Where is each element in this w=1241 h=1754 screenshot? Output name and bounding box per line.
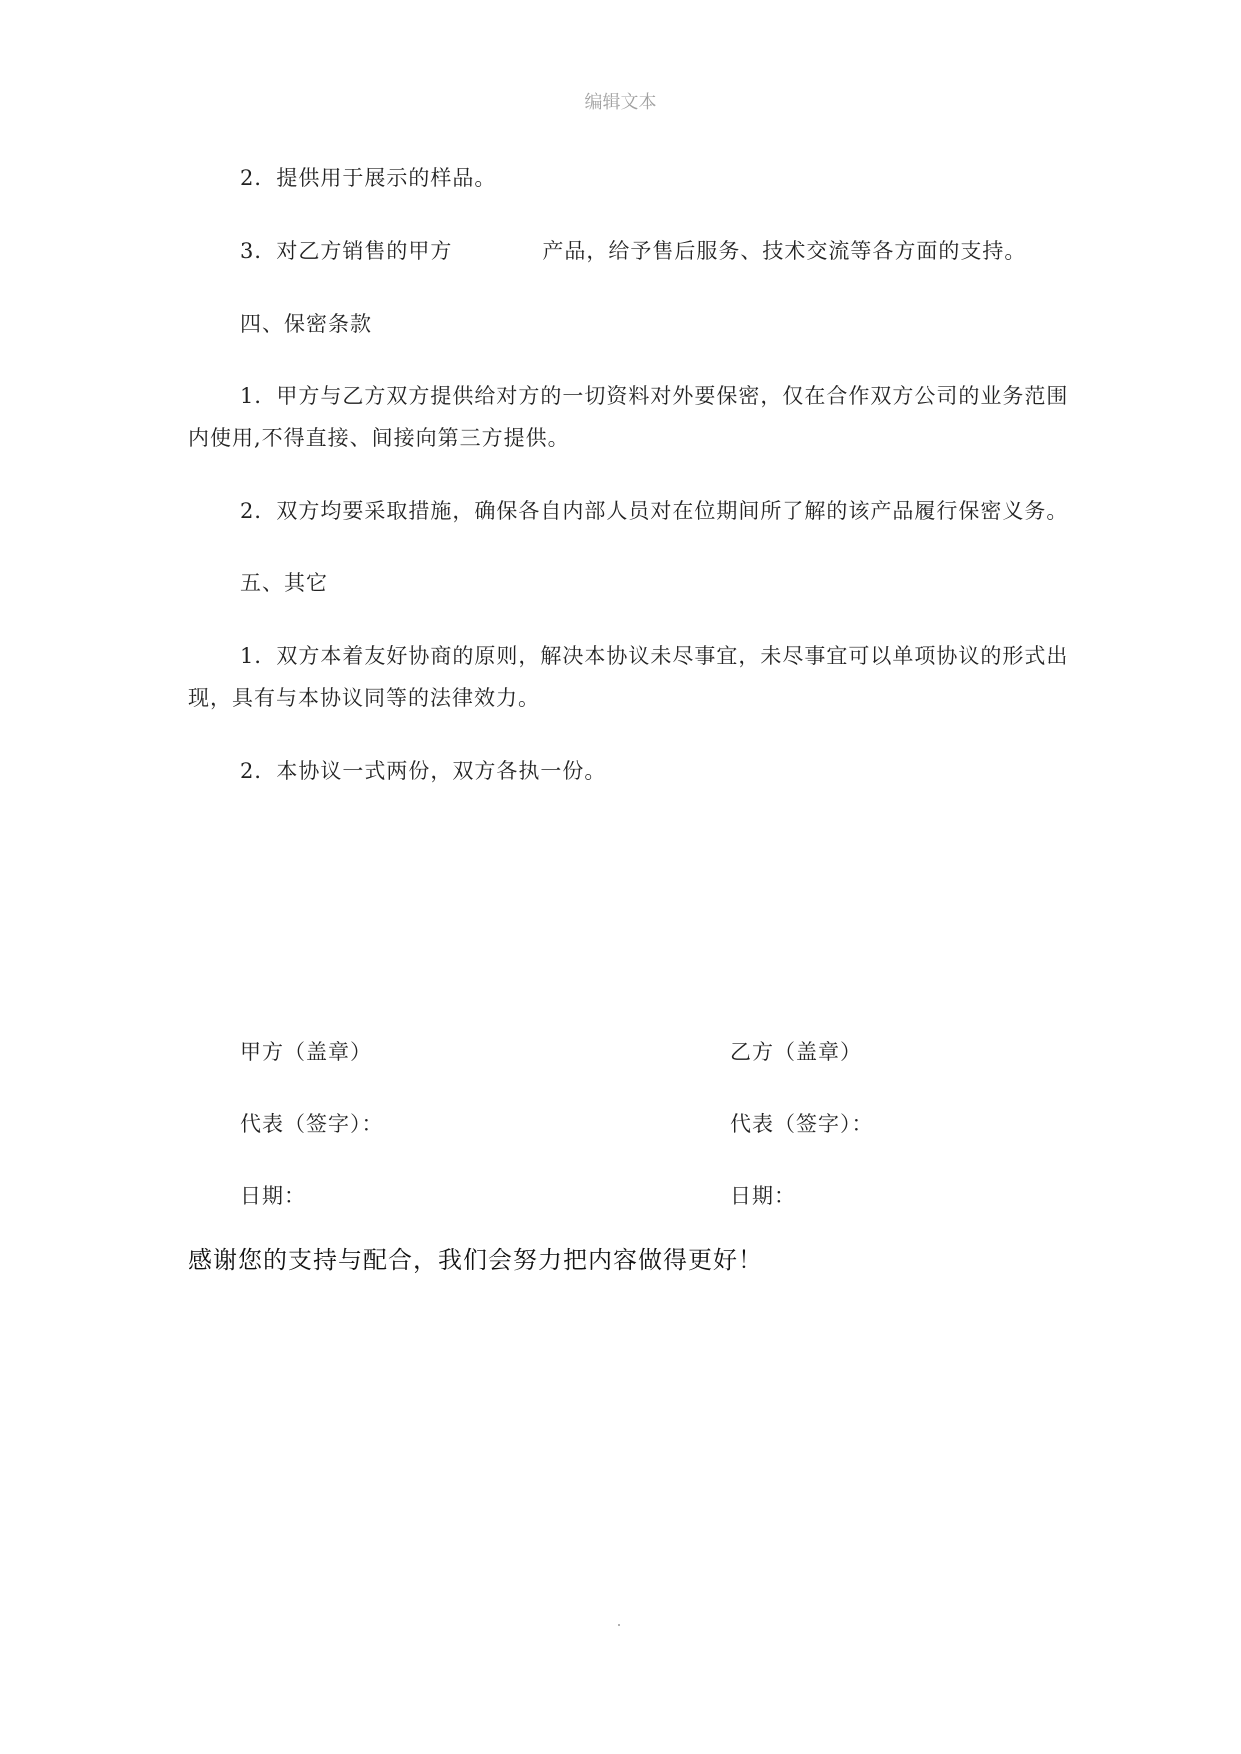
clause-5-item-1-line-2: 现，具有与本协议同等的法律效力。 bbox=[188, 686, 540, 710]
clause-3-item-3 bbox=[240, 235, 1026, 265]
clause-5-item-2: 2．本协议一式两份，双方各执一份。 bbox=[240, 759, 607, 783]
party-b-representative: 代表（签字）： bbox=[730, 1112, 874, 1136]
closing-message: 感谢您的支持与配合，我们会努力把内容做得更好！ bbox=[188, 1246, 763, 1274]
party-a-date: 日期： bbox=[240, 1184, 306, 1208]
section-4-heading: 四、保密条款 bbox=[240, 312, 372, 336]
clause-4-item-1-line-1: 1．甲方与乙方双方提供给对方的一切资料对外要保密，仅在合作双方公司的业务范围 bbox=[240, 384, 1069, 408]
clause-3-item-3-part-1: 3．对乙方销售的甲方 bbox=[240, 239, 453, 263]
party-a-representative: 代表（签字）： bbox=[240, 1112, 384, 1136]
party-b-date: 日期： bbox=[730, 1184, 796, 1208]
clause-3-item-2: 2．提供用于展示的样品。 bbox=[240, 166, 497, 190]
clause-3-item-3-part-2: 产品，给予售后服务、技术交流等各方面的支持。 bbox=[542, 239, 1027, 263]
party-b-seal: 乙方（盖章） bbox=[730, 1040, 862, 1064]
page-header: 编辑文本 bbox=[584, 92, 657, 113]
footer-mark bbox=[618, 1624, 620, 1626]
party-a-seal: 甲方（盖章） bbox=[240, 1040, 372, 1064]
clause-4-item-2: 2．双方均要采取措施，确保各自内部人员对在位期间所了解的该产品履行保密义务。 bbox=[240, 499, 1069, 523]
clause-4-item-1-line-2: 内使用,不得直接、间接向第三方提供。 bbox=[188, 426, 570, 450]
clause-5-item-1-line-1: 1．双方本着友好协商的原则，解决本协议未尽事宜，未尽事宜可以单项协议的形式出 bbox=[240, 644, 1069, 668]
section-5-heading: 五、其它 bbox=[240, 571, 328, 595]
